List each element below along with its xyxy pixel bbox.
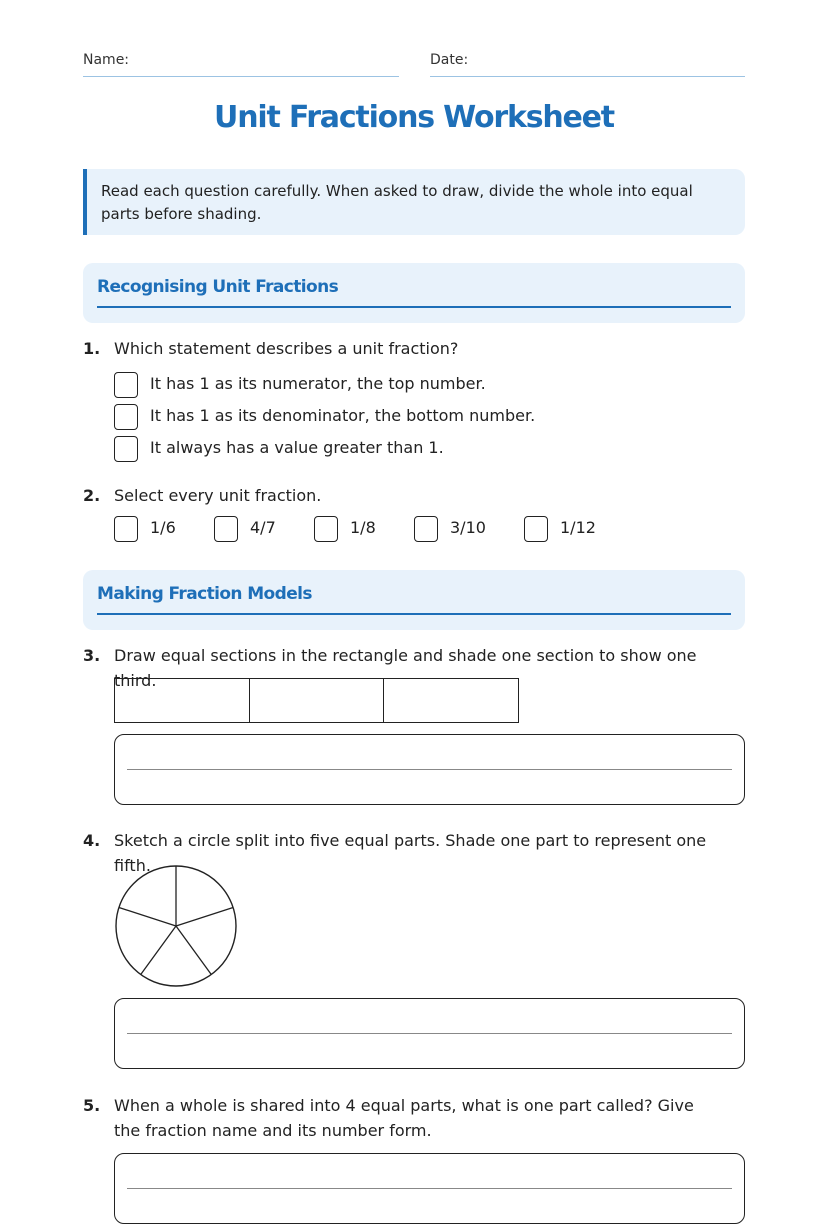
answer-box-3[interactable] [114,734,745,805]
rectangle-fraction-model[interactable] [114,678,519,723]
answer-box-4[interactable] [114,998,745,1069]
answer-line [127,1033,732,1034]
instructions-box: Read each question carefully. When asked to draw, divide the whole into equal parts before shading. [83,169,745,235]
name-label: Name: [83,52,130,68]
option-label: 1/6 [150,518,176,537]
question-number: 2. [83,486,101,505]
question-number: 5. [83,1096,101,1115]
question-number: 4. [83,831,101,850]
circle-fraction-model[interactable] [114,864,238,988]
name-field[interactable] [83,52,399,77]
option-label: It always has a value greater than 1. [150,438,444,457]
checkbox[interactable] [314,516,338,542]
checkbox[interactable] [114,436,138,462]
checkbox[interactable] [114,516,138,542]
question-text: Select every unit fraction. [114,486,322,505]
option-label: It has 1 as its numerator, the top number. [150,374,486,393]
checkbox[interactable] [214,516,238,542]
option-label: It has 1 as its denominator, the bottom number. [150,406,536,425]
section-divider [97,613,731,615]
section-title: Recognising Unit Fractions [97,277,339,297]
question-text: Sketch a circle split into five equal parts. Shade one part to represent one fifth. [114,831,707,875]
answer-line [127,769,732,770]
rectangle-section[interactable] [114,678,250,723]
answer-box-5[interactable] [114,1153,745,1224]
page-title: Unit Fractions Worksheet [214,100,614,135]
rectangle-section[interactable] [249,678,385,723]
section-title: Making Fraction Models [97,584,312,604]
option-label: 1/12 [560,518,596,537]
checkbox[interactable] [114,372,138,398]
question-text: Draw equal sections in the rectangle and shade one section to show one third. [114,646,697,690]
question-number: 1. [83,339,101,358]
section-header-recognising [83,263,745,323]
question-text: When a whole is shared into 4 equal parts, what is one part called? Give the fraction name and its number form. [114,1096,694,1140]
rectangle-section[interactable] [383,678,519,723]
checkbox[interactable] [414,516,438,542]
date-label: Date: [430,52,469,68]
question-number: 3. [83,646,101,665]
option-label: 3/10 [450,518,486,537]
section-header-models [83,570,745,630]
question-text: Which statement describes a unit fraction? [114,339,459,358]
date-field[interactable] [430,52,745,77]
checkbox[interactable] [114,404,138,430]
option-label: 4/7 [250,518,276,537]
option-label: 1/8 [350,518,376,537]
answer-line [127,1188,732,1189]
checkbox[interactable] [524,516,548,542]
section-divider [97,306,731,308]
